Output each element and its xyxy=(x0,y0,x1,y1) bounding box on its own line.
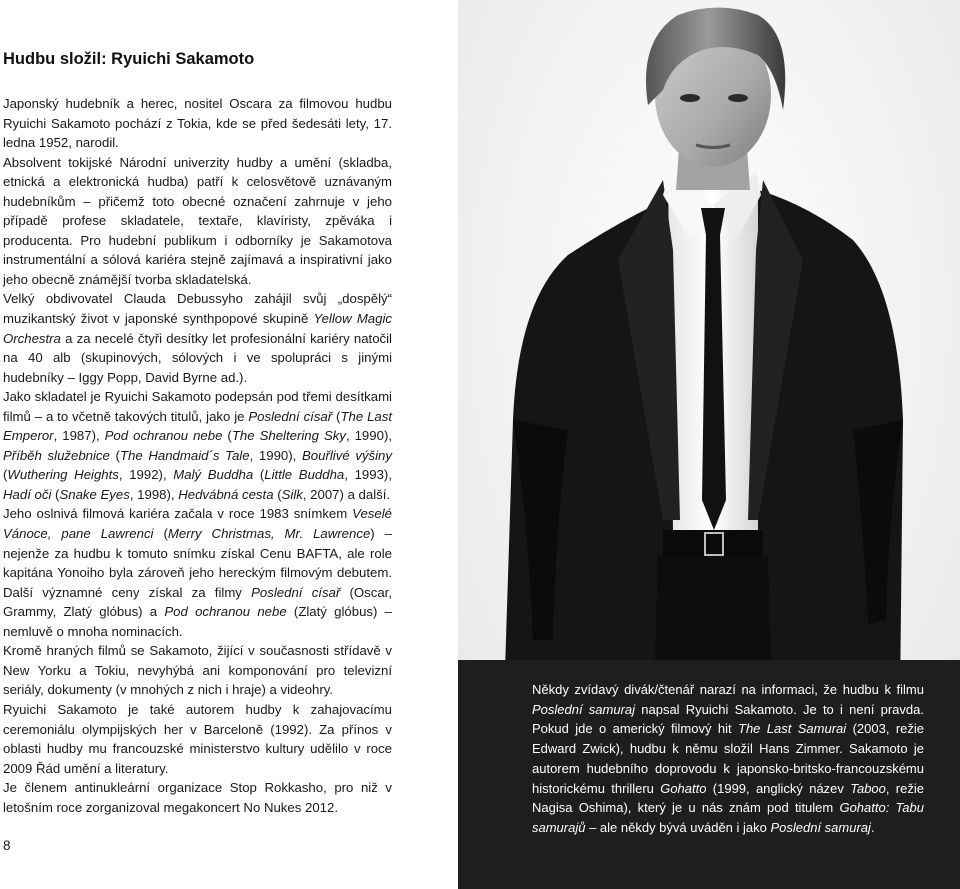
text-column xyxy=(0,0,400,889)
bio-paragraph-1: Japonský hudebník a herec, nositel Oscara za filmovou hudbu Ryuichi Sakamoto pochází z Tokia, kde se před šedesáti lety, 17. ledna 1952, narodil. xyxy=(3,96,392,151)
bio-paragraph-8: Je členem antinukleární organizace Stop Rokkasho, pro niž v letošním roce zorganizoval megakoncert No Nukes 2012. xyxy=(3,780,392,815)
bio-paragraph-7: Ryuichi Sakamoto je také autorem hudby k zahajovacímu ceremoniálu olympijských her v Barceloně (1992). Za přínos v oblasti hudby mu francouzské ministerstvo kultury udělilo v roce 2009 Řád umění a literatury. xyxy=(3,701,392,776)
bio-paragraph-2: Absolvent tokijské Národní univerzity hudby a umění (skladba, etnická a elektronická hudba) patří k celosvětově uznávaným hudebníkům – přičemž toto obecné označení zahrnuje v jeho případě profese skladatele, textaře, klavíristy, zpěváka i producenta. Pro hudební publikum i odborníky je Sakamotova instrumentální a sólová kariéra stejně zajímavá a inspirativní jako jeho obecně známější tvorba skladatelská. xyxy=(3,154,392,287)
bio-paragraph-3: Velký obdivovatel Clauda Debussyho zahájil svůj „dospělý“ muzikantský život v japonské synthpopové skupině Yellow Magic Orchestra a za necelé čtyři desítky let profesionální kariéry natočil na 40 alb (skupinových, sólových i ve spolupráci s jinými hudebníky – Iggy Popp, David Byrne ad.). xyxy=(3,291,392,385)
info-box-text xyxy=(532,680,924,838)
page-title: Hudbu složil: Ryuichi Sakamoto xyxy=(3,50,255,68)
bio-paragraph-5: Jeho oslnivá filmová kariéra začala v roce 1983 snímkem Veselé Vánoce, pane Lawrenci (Merry Christmas, Mr. Lawrence) – nejenže za hudbu k tomuto snímku získal Cenu BAFTA, ale role kapitána Yonoiho byla zároveň jeho hereckým filmovým debutem. Další významné ceny získal za filmy Poslední císař (Oscar, Grammy, Zlatý glóbus) a Pod ochranou nebe (Zlatý glóbus) – nemluvě o mnoha nominacích. xyxy=(3,506,393,639)
page-number: 8 xyxy=(3,838,11,853)
bio-paragraph-6: Kromě hraných filmů se Sakamoto, žijící v současnosti střídavě v New Yorku a Tokiu, nevyhýbá ani komponování pro televizní seriály, dokumenty (v mnohých z nich i hraje) a videohry. xyxy=(3,643,392,698)
bio-paragraph-4: Jako skladatel je Ryuichi Sakamoto podepsán pod třemi desítkami filmů – a to včetně takových titulů, jako je Poslední císař (The Last Emperor, 1987), Pod ochranou nebe (The Sheltering Sky, 1990), Příběh služebnice (The Handmaid´s Tale, 1990), Bouřlivé výšiny (Wuthering Heights, 1992), Malý Buddha (Little Buddha, 1993), Hadí oči (Snake Eyes, 1998), Hedvábná cesta (Silk, 2007) a další. xyxy=(3,389,392,502)
info-box xyxy=(458,660,960,889)
biography-text xyxy=(3,94,392,817)
info-paragraph: Někdy zvídavý divák/čtenář narazí na informaci, že hudbu k filmu Poslední samuraj napsal Ryuichi Sakamoto. Je to i není pravda. Pokud jde o americký filmový hit The Last Samurai (2003, režie Edward Zwick), hudbu k němu složil Hans Zimmer. Sakamoto je autorem hudebního doprovodu k japonsko-britsko-francouzskému historickému thrilleru Gohatto (1999, anglický název Taboo, režie Nagisa Oshima), který je u nás znám pod titulem Gohatto: Tabu samurajů – ale někdy bývá uváděn i jako Poslední samuraj. xyxy=(532,682,924,835)
